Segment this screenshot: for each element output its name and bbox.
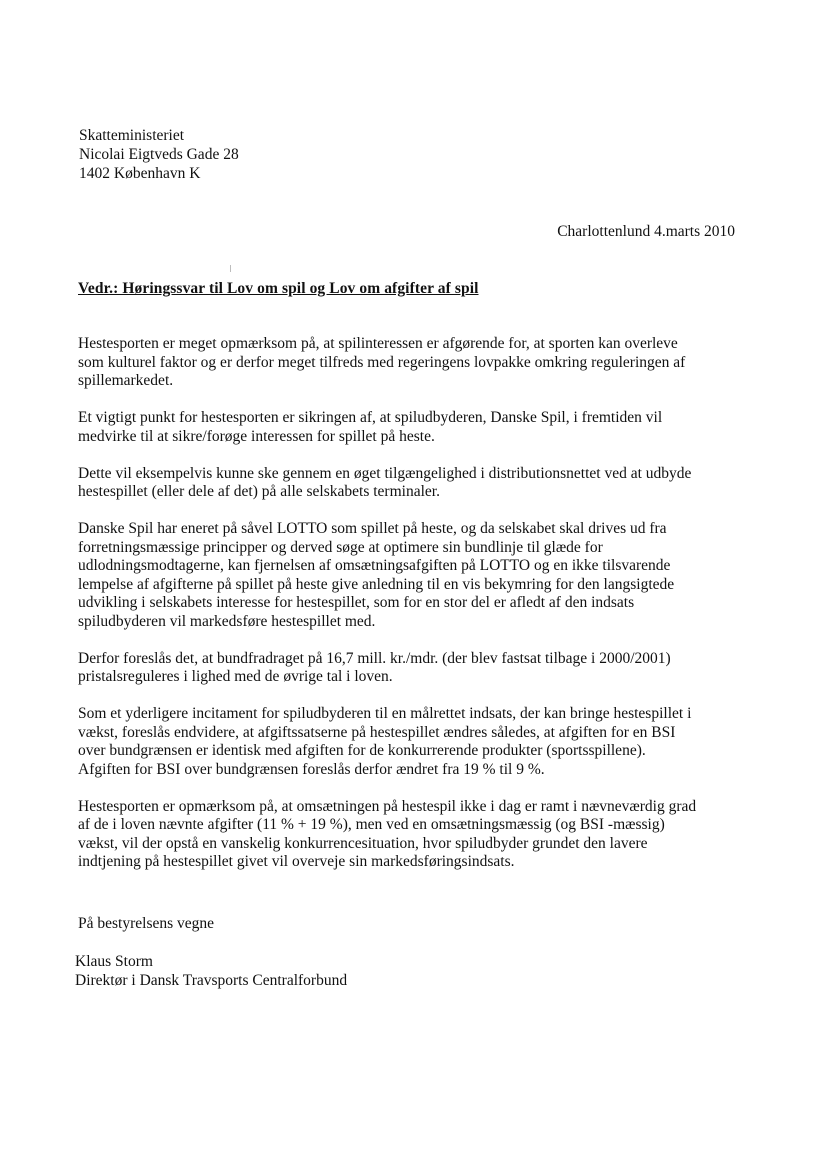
paragraph-line: Danske Spil har eneret på såvel LOTTO som spillet på heste, og da selskabet skal drives ud fra — [78, 520, 667, 537]
paragraph-line: vækst, vil der opstå en vanskelig konkurrencesituation, hvor spiludbyder grundet den lavere — [78, 834, 648, 852]
body-paragraph — [78, 465, 758, 502]
paragraph-line: som kulturel faktor og er derfor meget tilfreds med regeringens lovpakke omkring reguleringen af — [78, 353, 686, 371]
recipient-address — [79, 126, 239, 183]
closing-phrase: På bestyrelsens vegne — [78, 915, 215, 932]
paragraph-line: lempelse af afgifterne på spillet på heste give anledning til en vis bekymring for den langsigtede — [78, 575, 675, 593]
scan-artifact — [230, 265, 231, 272]
signature-block — [75, 952, 347, 990]
signatory-title: Direktør i Dansk Travsports Centralforbund — [75, 972, 348, 989]
body-paragraph — [78, 409, 758, 446]
recipient-city: 1402 København K — [79, 165, 201, 182]
paragraph-line: medvirke til at sikre/forøge interessen for spillet på heste. — [78, 427, 435, 445]
recipient-name: Skatteministeriet — [79, 127, 185, 144]
paragraph-line: spillemarkedet. — [78, 372, 174, 389]
body-paragraph — [78, 520, 758, 631]
signatory-name: Klaus Storm — [75, 953, 153, 970]
paragraph-line: Derfor foreslås det, at bundfradraget på 16,7 mill. kr./mdr. (der blev fastsat tilbage i 2000/2001) — [78, 649, 671, 667]
paragraph-line: af de i loven nævnte afgifter (11 % + 19 %), men ved en omsætningsmæssig (og BSI -mæssig) — [78, 816, 665, 833]
paragraph-line: indtjening på hestespillet givet vil overveje sin markedsføringsindsats. — [78, 853, 515, 870]
paragraph-line: Dette vil eksempelvis kunne ske gennem en øget tilgængelighed i distributionsnettet ved at udbyde — [78, 464, 692, 482]
letter-body — [78, 335, 758, 890]
paragraph-line: pristalsreguleres i lighed med de øvrige tal i loven. — [78, 668, 393, 685]
paragraph-line: Et vigtigt punkt for hestesporten er sikringen af, at spiludbyderen, Danske Spil, i fremtiden vil — [78, 409, 663, 426]
paragraph-line: udvikling i selskabets interesse for hestespillet, som for en stor del er afledt af den indsats — [78, 594, 635, 611]
paragraph-line: over bundgrænsen er identisk med afgiften for de konkurrerende produkter (sportsspillene). — [78, 742, 646, 759]
body-paragraph — [78, 798, 758, 872]
paragraph-line: vækst, foreslås endvidere, at afgiftssatserne på hestespillet ændres således, at afgiften for en BSI — [78, 723, 676, 741]
recipient-street: Nicolai Eigtveds Gade 28 — [79, 146, 239, 163]
body-paragraph — [78, 335, 758, 391]
body-paragraph — [78, 705, 758, 779]
paragraph-line: Hestesporten er meget opmærksom på, at spilinteressen er afgørende for, at sporten kan overleve — [78, 335, 678, 352]
paragraph-line: udlodningsmodtagerne, kan fjernelsen af omsætningsafgiften på LOTTO og en ikke tilsvarende — [78, 557, 671, 574]
paragraph-line: Afgiften for BSI over bundgrænsen foreslås derfor ændret fra 19 % til 9 %. — [78, 760, 545, 778]
paragraph-line: forretningsmæssige principper og derved søge at optimere sin bundlinje til glæde for — [78, 538, 603, 556]
body-paragraph — [78, 650, 758, 687]
paragraph-line: Hestesporten er opmærksom på, at omsætningen på hestespil ikke i dag er ramt i nævneværdig grad — [78, 797, 697, 815]
paragraph-line: hestespillet (eller dele af det) på alle selskabets terminaler. — [78, 483, 440, 500]
paragraph-line: spiludbyderen vil markedsføre hestespillet med. — [78, 612, 376, 630]
place-and-date: Charlottenlund 4.marts 2010 — [557, 223, 735, 240]
subject-line: Vedr.: Høringssvar til Lov om spil og Lov om afgifter af spil — [78, 280, 479, 297]
paragraph-line: Som et yderligere incitament for spiludbyderen til en målrettet indsats, der kan bringe hestespillet i — [78, 705, 692, 722]
